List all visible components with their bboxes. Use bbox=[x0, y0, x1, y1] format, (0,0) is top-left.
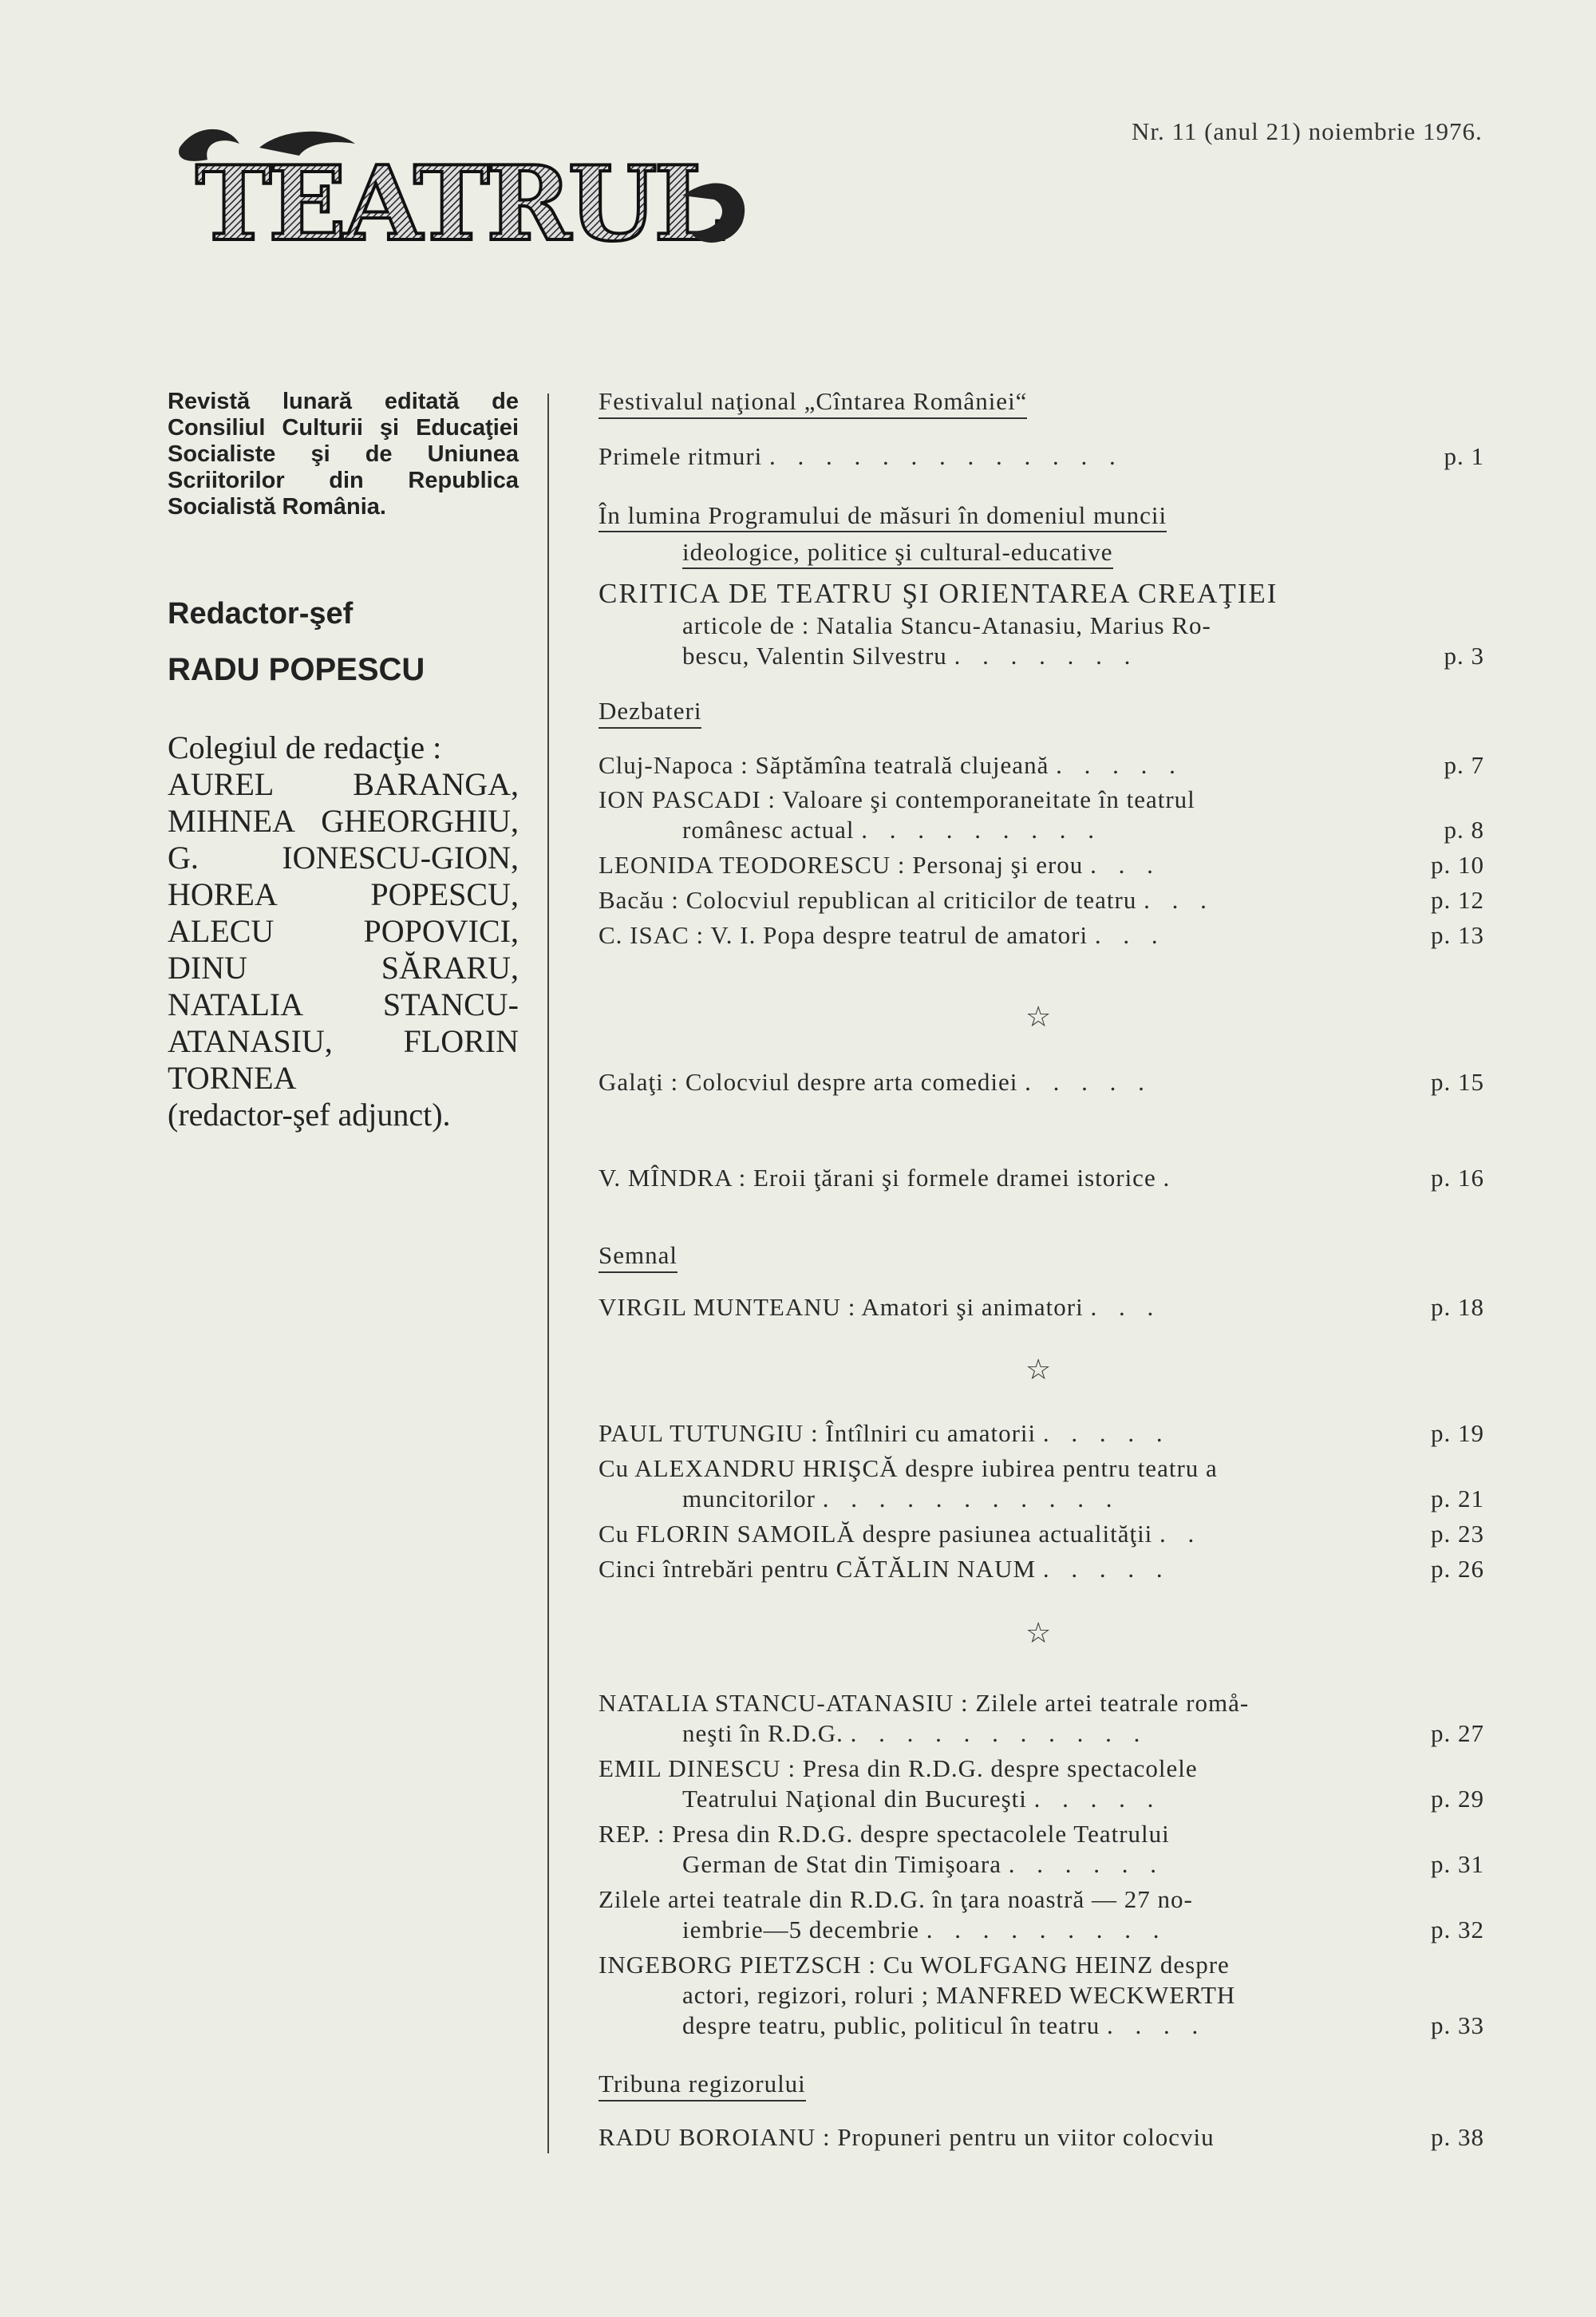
toc-entry-title: INGEBORG PIETZSCH : Cu WOLFGANG HEINZ despre bbox=[598, 1951, 1230, 1979]
toc-entry-title-line2: Teatrului Naţional din Bucureşti bbox=[682, 1785, 1027, 1813]
svg-text:TEATRUL: TEATRUL bbox=[196, 144, 723, 255]
toc-entry-continued: Teatrului Naţional din Bucureşti . . . . . p. 29 bbox=[682, 1785, 1484, 1813]
section-heading-tribuna: Tribuna regizorului bbox=[598, 2070, 806, 2102]
toc-entry-title: Cu FLORIN SAMOILĂ despre pasiunea actualităţii bbox=[598, 1520, 1153, 1548]
toc-entry-title: LEONIDA TEODORESCU : Personaj şi erou bbox=[598, 851, 1084, 879]
editor-in-chief-label: Redactor-şef bbox=[168, 597, 354, 631]
toc-entry-title: RADU BOROIANU : Propuneri pentru un viitor colocviu bbox=[598, 2123, 1215, 2151]
toc-entry-title-line2: românesc actual bbox=[682, 816, 855, 844]
toc-entry-critica-authors: bescu, Valentin Silvestru bbox=[682, 642, 947, 670]
toc-entry-title: PAUL TUTUNGIU : Întîlniri cu amatorii bbox=[598, 1419, 1037, 1447]
toc-entry[interactable] bbox=[598, 785, 1484, 815]
toc-entry-page: p. 33 bbox=[1431, 2011, 1484, 2039]
toc-entry-title: Primele ritmuri bbox=[598, 442, 763, 470]
toc-entry-page: p. 29 bbox=[1431, 1785, 1484, 1813]
toc-entry-page: p. 26 bbox=[1431, 1555, 1484, 1583]
toc-entry[interactable]: LEONIDA TEODORESCU : Personaj şi erou . . . p. 10 bbox=[598, 851, 1484, 879]
toc-entry[interactable]: Galaţi : Colocviul despre arta comediei . . . . . p. 15 bbox=[598, 1068, 1484, 1096]
editorial-board-note: (redactor-şef adjunct). bbox=[168, 1097, 451, 1133]
toc-entry-title-line2: iembrie—5 decembrie bbox=[682, 1916, 920, 1943]
publisher-text: Revistă lunară editată de Consiliul Culturii şi Educaţiei Socialiste şi de Uniunea Scriitorilor din Republica Socialistă România. bbox=[168, 389, 519, 520]
toc-entry-critica-line2: articole de : Natalia Stancu-Atanasiu, Marius Ro- bbox=[682, 611, 1211, 639]
toc-entry-page: p. 16 bbox=[1431, 1164, 1484, 1192]
toc-entry-continued: muncitorilor . . . . . . . . . . . p. 21 bbox=[682, 1485, 1484, 1512]
toc-entry-title: REP. : Presa din R.D.G. despre spectacolele Teatrului bbox=[598, 1820, 1170, 1848]
toc-entry-page: p. 12 bbox=[1431, 886, 1484, 914]
toc-entry-title: NATALIA STANCU-ATANASIU : Zilele artei teatrale romå- bbox=[598, 1689, 1250, 1717]
toc-entry-title: Bacău : Colocviul republican al criticilor de teatru bbox=[598, 886, 1137, 914]
column-divider bbox=[547, 393, 549, 2153]
editorial-board-names: AUREL BARANGA, MIHNEA GHEORGHIU, G. IONESCU-GION, HOREA POPESCU, ALECU POPOVICI, DINU SĂRARU, NATALIA STANCU-ATANASIU, FLORIN TORNEA bbox=[168, 766, 519, 1096]
toc-entry[interactable] bbox=[598, 1819, 1484, 1849]
toc-entry-title: VIRGIL MUNTEANU : Amatori şi animatori bbox=[598, 1293, 1084, 1321]
toc-entry[interactable]: VIRGIL MUNTEANU : Amatori şi animatori . . . p. 18 bbox=[598, 1293, 1484, 1321]
issue-number: Nr. 11 (anul 21) noiembrie 1976. bbox=[1132, 117, 1483, 145]
star-separator-icon: ☆ bbox=[1025, 1354, 1052, 1386]
toc-entry-page: p. 18 bbox=[1431, 1293, 1484, 1321]
toc-entry-title: ION PASCADI : Valoare şi contemporaneitate în teatrul bbox=[598, 785, 1195, 813]
toc-entry-page: p. 13 bbox=[1431, 921, 1484, 949]
toc-entry[interactable]: Bacău : Colocviul republican al criticilor de teatru . . . p. 12 bbox=[598, 886, 1484, 914]
toc-entry[interactable] bbox=[598, 1950, 1484, 1980]
toc-entry-critica-title[interactable]: CRITICA DE TEATRU ŞI ORIENTAREA CREAŢIEI bbox=[598, 578, 1278, 609]
toc-entry[interactable]: Cu FLORIN SAMOILĂ despre pasiunea actualităţii . . p. 23 bbox=[598, 1520, 1484, 1548]
section-heading-dezbateri: Dezbateri bbox=[598, 697, 701, 729]
toc-entry-critica-line3: bescu, Valentin Silvestru . . . . . . . p. 3 bbox=[682, 642, 1484, 670]
toc-entry[interactable]: V. MÎNDRA : Eroii ţărani şi formele dramei istorice . p. 16 bbox=[598, 1164, 1484, 1192]
toc-entry[interactable] bbox=[598, 1688, 1484, 1718]
toc-entry-title: Cinci întrebări pentru CĂTĂLIN NAUM bbox=[598, 1555, 1037, 1583]
toc-entry-title: Galaţi : Colocviul despre arta comediei bbox=[598, 1068, 1018, 1096]
toc-entry-title: EMIL DINESCU : Presa din R.D.G. despre spectacolele bbox=[598, 1754, 1198, 1782]
toc-entry-page: p. 19 bbox=[1431, 1419, 1484, 1447]
toc-entry-page: p. 3 bbox=[1444, 642, 1484, 670]
toc-entry-title: V. MÎNDRA : Eroii ţărani şi formele dramei istorice bbox=[598, 1164, 1156, 1192]
toc-entry[interactable]: Primele ritmuri . . . . . . . . . . . . . p. 1 bbox=[598, 442, 1484, 470]
toc-entry-title-line3: despre teatru, public, politicul în teatru bbox=[682, 2011, 1100, 2039]
toc-entry[interactable] bbox=[598, 2122, 1484, 2153]
toc-entry[interactable] bbox=[598, 1453, 1484, 1484]
toc-entry-title: Cluj-Napoca : Săptămîna teatrală clujeană bbox=[598, 751, 1049, 779]
toc-entry[interactable]: PAUL TUTUNGIU : Întîlniri cu amatorii . . . . . p. 19 bbox=[598, 1419, 1484, 1447]
star-separator-icon: ☆ bbox=[1025, 1001, 1052, 1033]
toc-entry-page: p. 27 bbox=[1431, 1719, 1484, 1747]
program-heading-line2-wrap bbox=[598, 537, 1484, 569]
program-heading-line1: În lumina Programului de măsuri în domeniul muncii bbox=[598, 500, 1167, 532]
toc-entry-title: Zilele artei teatrale din R.D.G. în ţara noastră — 27 no- bbox=[598, 1885, 1193, 1913]
toc-entry-continued: actori, regizori, roluri ; MANFRED WECKWERTH bbox=[682, 1981, 1236, 2009]
toc-entry-title: Cu ALEXANDRU HRIŞCĂ despre iubirea pentru teatru a bbox=[598, 1454, 1218, 1482]
toc-entry-page: p. 38 bbox=[1431, 2123, 1484, 2151]
section-heading-festival: Festivalul naţional „Cîntarea României“ bbox=[598, 387, 1027, 419]
program-heading-line2: ideologice, politice şi cultural-educative bbox=[682, 537, 1113, 569]
toc-entry-page: p. 1 bbox=[1444, 442, 1484, 470]
section-heading-semnal: Semnal bbox=[598, 1241, 678, 1273]
toc-entry-page: p. 7 bbox=[1444, 751, 1484, 779]
imprint-column bbox=[168, 389, 519, 1133]
toc-entry[interactable]: Cluj-Napoca : Săptămîna teatrală clujeană . . . . . p. 7 bbox=[598, 751, 1484, 779]
toc-entry[interactable]: Cinci întrebări pentru CĂTĂLIN NAUM . . . . . p. 26 bbox=[598, 1555, 1484, 1583]
toc-entry-page: p. 32 bbox=[1431, 1916, 1484, 1943]
star-separator-icon: ☆ bbox=[1025, 1617, 1052, 1649]
toc-entry[interactable] bbox=[598, 1884, 1484, 1915]
toc-entry-title-line2: German de Stat din Timişoara bbox=[682, 1850, 1001, 1878]
toc-entry-title-line2: neşti în R.D.G. bbox=[682, 1719, 843, 1747]
editorial-board-label: Colegiul de redacţie : bbox=[168, 729, 442, 765]
toc-entry-page: p. 8 bbox=[1444, 816, 1484, 844]
editor-in-chief-name: RADU POPESCU bbox=[168, 652, 425, 687]
toc-entry-title-line2: muncitorilor bbox=[682, 1485, 816, 1512]
toc-entry-title: C. ISAC : V. I. Popa despre teatrul de amatori bbox=[598, 921, 1088, 949]
toc-entry-continued: iembrie—5 decembrie . . . . . . . . . p. 32 bbox=[682, 1916, 1484, 1943]
toc-entry-page: p. 10 bbox=[1431, 851, 1484, 879]
teatrul-logo bbox=[172, 120, 754, 255]
toc-entry-continued: despre teatru, public, politicul în teatru . . . . p. 33 bbox=[682, 2011, 1484, 2039]
toc-entry-page: p. 15 bbox=[1431, 1068, 1484, 1096]
toc-entry-continued: neşti în R.D.G. . . . . . . . . . . . p. 27 bbox=[682, 1719, 1484, 1747]
toc-entry[interactable] bbox=[598, 1754, 1484, 1784]
toc-entry-page: p. 23 bbox=[1431, 1520, 1484, 1548]
toc-entry-continued: German de Stat din Timişoara . . . . . . p. 31 bbox=[682, 1850, 1484, 1878]
toc-entry-page: p. 21 bbox=[1431, 1485, 1484, 1512]
toc-entry-page: p. 31 bbox=[1431, 1850, 1484, 1878]
section-heading-program bbox=[598, 500, 1484, 532]
toc-entry-continued: românesc actual . . . . . . . . . p. 8 bbox=[682, 816, 1484, 844]
toc-entry[interactable]: C. ISAC : V. I. Popa despre teatrul de amatori . . . p. 13 bbox=[598, 921, 1484, 949]
